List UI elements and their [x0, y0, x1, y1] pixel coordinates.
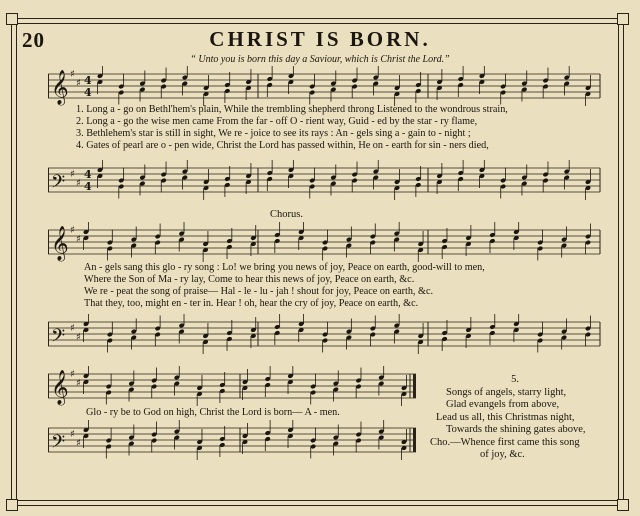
corner-ornament	[617, 13, 629, 25]
verse-5-line: of joy, &c.	[480, 449, 525, 460]
corner-ornament	[6, 499, 18, 511]
svg-text:♯: ♯	[70, 225, 75, 236]
svg-text:♯: ♯	[70, 169, 75, 180]
bass-staff-3	[48, 420, 418, 460]
verse-5-number: 5.	[511, 374, 519, 385]
svg-text:𝄢: 𝄢	[51, 326, 66, 351]
chorus-line-3: We re - peat the song of praise— Hal - le - lu - jah ! shout for joy, Peace on earth, &c.	[84, 286, 434, 297]
svg-text:♯: ♯	[70, 429, 75, 440]
bass-staff-1	[48, 160, 602, 200]
corner-ornament	[6, 13, 18, 25]
svg-text:4: 4	[84, 180, 92, 193]
hymn-subtitle: “ Unto you is born this day a Saviour, which is Christ the Lord.”	[190, 54, 450, 65]
svg-text:♯: ♯	[76, 332, 81, 343]
corner-ornament	[617, 499, 629, 511]
svg-text:𝄢: 𝄢	[51, 172, 66, 197]
svg-text:♯: ♯	[76, 234, 81, 245]
svg-text:𝄞: 𝄞	[51, 70, 69, 105]
chorus-line-1: An - gels sang this glo - ry song : Lo! we bring you news of joy, Peace on earth, good-will to men,	[84, 262, 485, 273]
svg-text:𝄢: 𝄢	[51, 432, 66, 457]
svg-text:♯: ♯	[76, 178, 81, 189]
svg-text:4: 4	[84, 86, 92, 99]
treble-staff-2	[48, 222, 602, 262]
treble-staff-1	[48, 66, 602, 106]
verse-5-line: Glad evangels from above,	[446, 399, 560, 410]
chorus-line-4: That they, too, might en - ter in. Hear ! oh, hear the cry of joy, Peace on earth, &c.	[84, 298, 419, 309]
svg-text:♯: ♯	[70, 69, 75, 80]
svg-text:𝄞: 𝄞	[51, 226, 69, 261]
svg-text:♯: ♯	[76, 438, 81, 449]
verse-line-1: 1. Long a - go on Bethl'hem's plain, While the trembling shepherd throng Listened to the wondrous strain,	[76, 104, 508, 115]
svg-text:♯: ♯	[70, 323, 75, 334]
hymn-title: CHRIST IS BORN.	[209, 27, 431, 51]
svg-text:♯: ♯	[76, 378, 81, 389]
verse-5-line: Towards the shining gates above,	[446, 424, 586, 435]
treble-staff-3	[48, 366, 418, 406]
page-number: 20	[22, 28, 45, 52]
verse-line-2: 2. Long a - go the wise men came From the far - off O - rient way, Guid - ed by the star - ry flame,	[76, 116, 478, 127]
bass-staff-2	[48, 314, 602, 354]
svg-text:𝄞: 𝄞	[51, 370, 69, 405]
verse-line-4: 4. Gates of pearl are o - pen wide, Christ the Lord has passed within, He on - earth for sin - ners died,	[76, 140, 489, 151]
verse-5-line: Cho.—Whence first came this song	[430, 436, 580, 448]
verse-5-line: Songs of angels, starry light,	[446, 386, 567, 398]
svg-text:4: 4	[84, 168, 92, 181]
final-lyric-line: Glo - ry be to God on high, Christ the Lord is born— A - men.	[86, 407, 340, 418]
chorus-line-2: Where the Son of Ma - ry lay, Come to hear this news of joy, Peace on earth, &c.	[84, 274, 415, 285]
svg-text:♯: ♯	[70, 369, 75, 380]
chorus-label: Chorus.	[270, 209, 303, 220]
verse-5-block	[430, 374, 620, 462]
svg-text:♯: ♯	[76, 78, 81, 89]
verse-line-3: 3. Bethlehem's star is still in sight, We re - joice to see its rays : An - gels sing a - gain to - night ;	[76, 128, 471, 139]
svg-text:4: 4	[84, 74, 92, 87]
verse-5-line: Lead us all, this Christmas night,	[436, 411, 575, 423]
